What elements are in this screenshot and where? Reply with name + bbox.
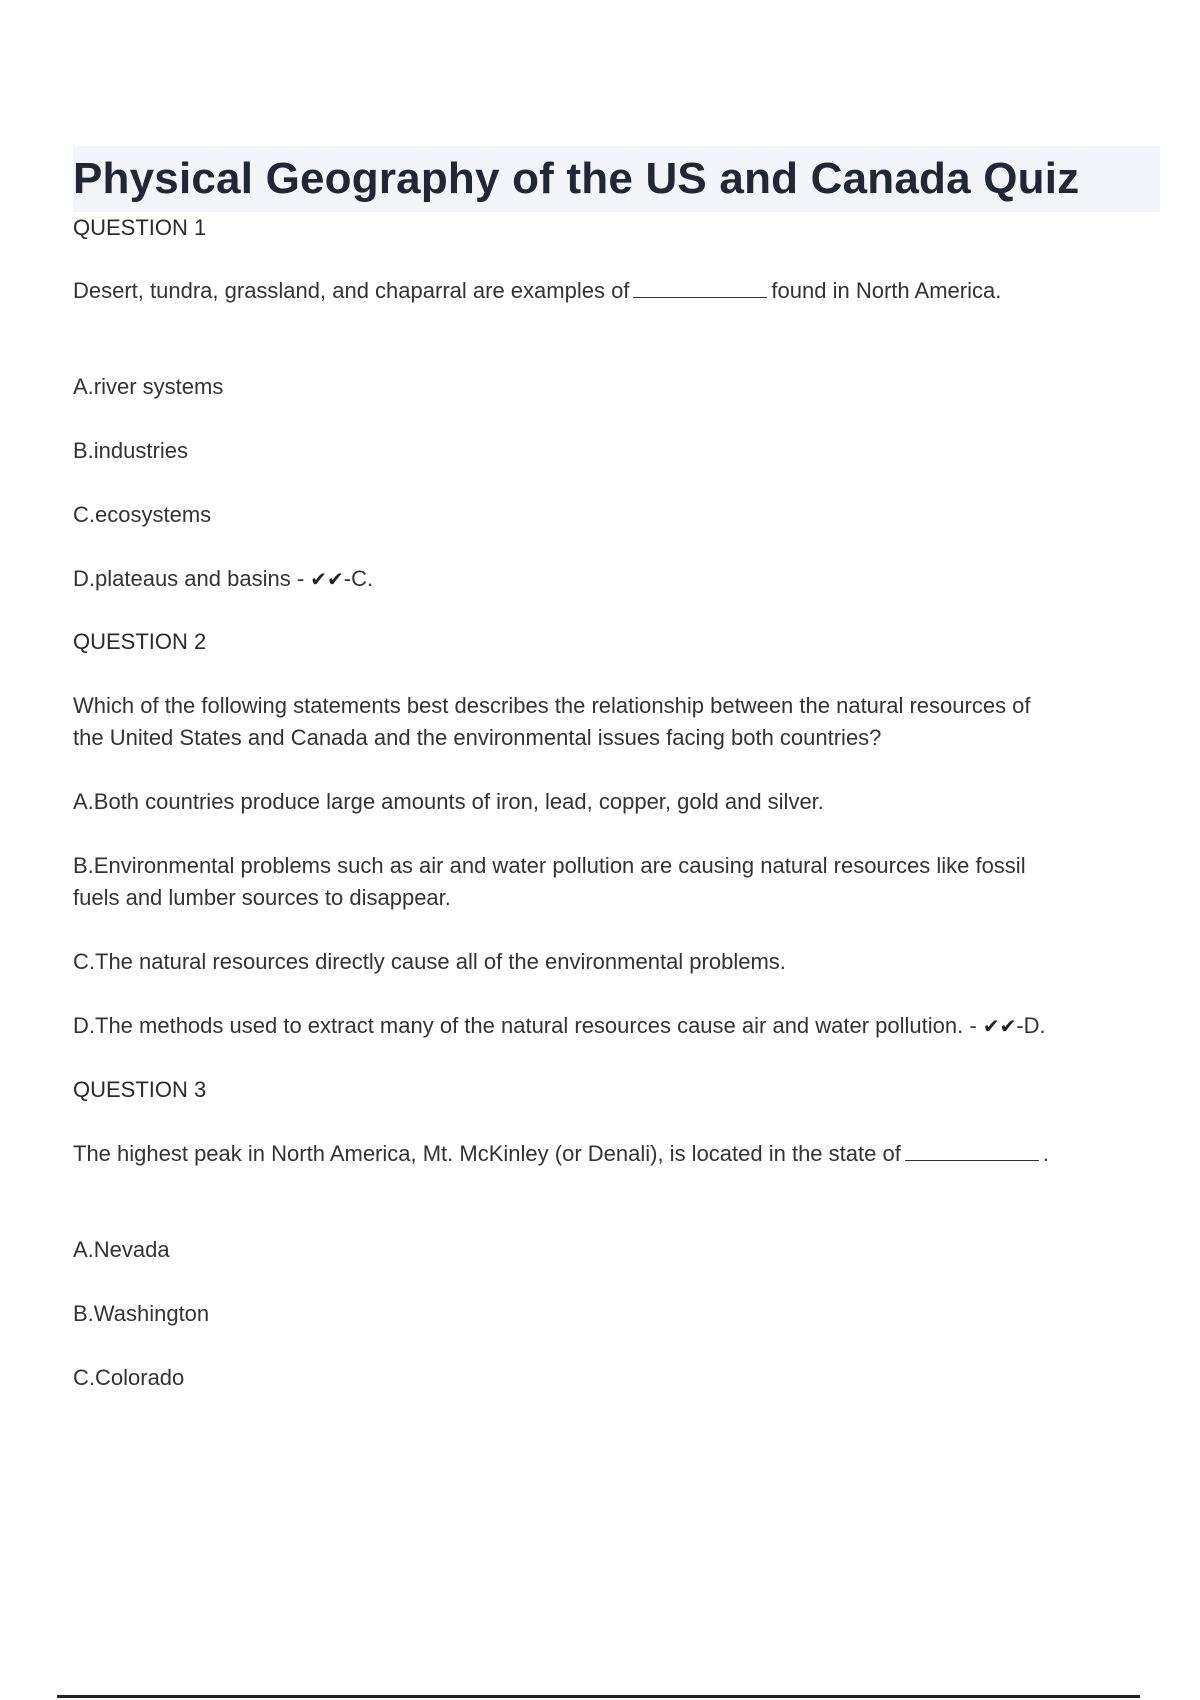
question-1-option-d <box>73 563 373 595</box>
question-2-label: QUESTION 2 <box>73 629 207 654</box>
question-3-option-a: A.Nevada <box>73 1237 170 1262</box>
question-3-option-c: C.Colorado <box>73 1365 185 1390</box>
answer-key: -C. <box>343 566 374 591</box>
question-3-prompt-text: The highest peak in North America, Mt. McKinley (or Denali), is located in the state of <box>73 1141 901 1166</box>
page-title: Physical Geography of the US and Canada Quiz <box>73 154 1080 203</box>
question-1-option-c: C.ecosystems <box>73 502 212 527</box>
option-d-text: D.plateaus and basins - <box>73 566 311 591</box>
question-1-prompt-tail: found in North America. <box>771 278 1002 303</box>
question-3-prompt <box>73 1138 1049 1170</box>
question-2-option-b: B.Environmental problems such as air and water pollution are causing natural resources like fossil <box>73 853 1026 878</box>
question-3-option-b: B.Washington <box>73 1301 210 1326</box>
page-bottom-rule <box>57 1695 1140 1698</box>
option-d-text: D.The methods used to extract many of the natural resources cause air and water pollution. - <box>73 1013 983 1038</box>
question-2-option-a: A.Both countries produce large amounts of iron, lead, copper, gold and silver. <box>73 789 824 814</box>
answer-blank <box>905 1140 1039 1161</box>
question-2-option-d <box>73 1010 1046 1042</box>
question-1-label: QUESTION 1 <box>73 215 207 240</box>
question-3-label: QUESTION 3 <box>73 1077 207 1102</box>
question-1-option-b: B.industries <box>73 438 188 463</box>
question-2-prompt-line-2: the United States and Canada and the environmental issues facing both countries? <box>73 725 882 750</box>
answer-key: -D. <box>1016 1013 1046 1038</box>
double-check-icon: ✔✔ <box>310 567 344 591</box>
double-check-icon: ✔✔ <box>982 1014 1017 1038</box>
question-2-option-c: C.The natural resources directly cause all of the environmental problems. <box>73 949 786 974</box>
question-1-prompt-text: Desert, tundra, grassland, and chaparral are examples of <box>73 278 630 303</box>
question-3-prompt-tail: . <box>1042 1141 1049 1166</box>
question-1-option-a: A.river systems <box>73 374 224 399</box>
question-2-prompt-line-1: Which of the following statements best describes the relationship between the natural resources of <box>73 693 1031 718</box>
question-1-prompt <box>73 275 1001 307</box>
question-2-option-b-continued: fuels and lumber sources to disappear. <box>73 885 451 910</box>
answer-blank <box>633 277 767 298</box>
